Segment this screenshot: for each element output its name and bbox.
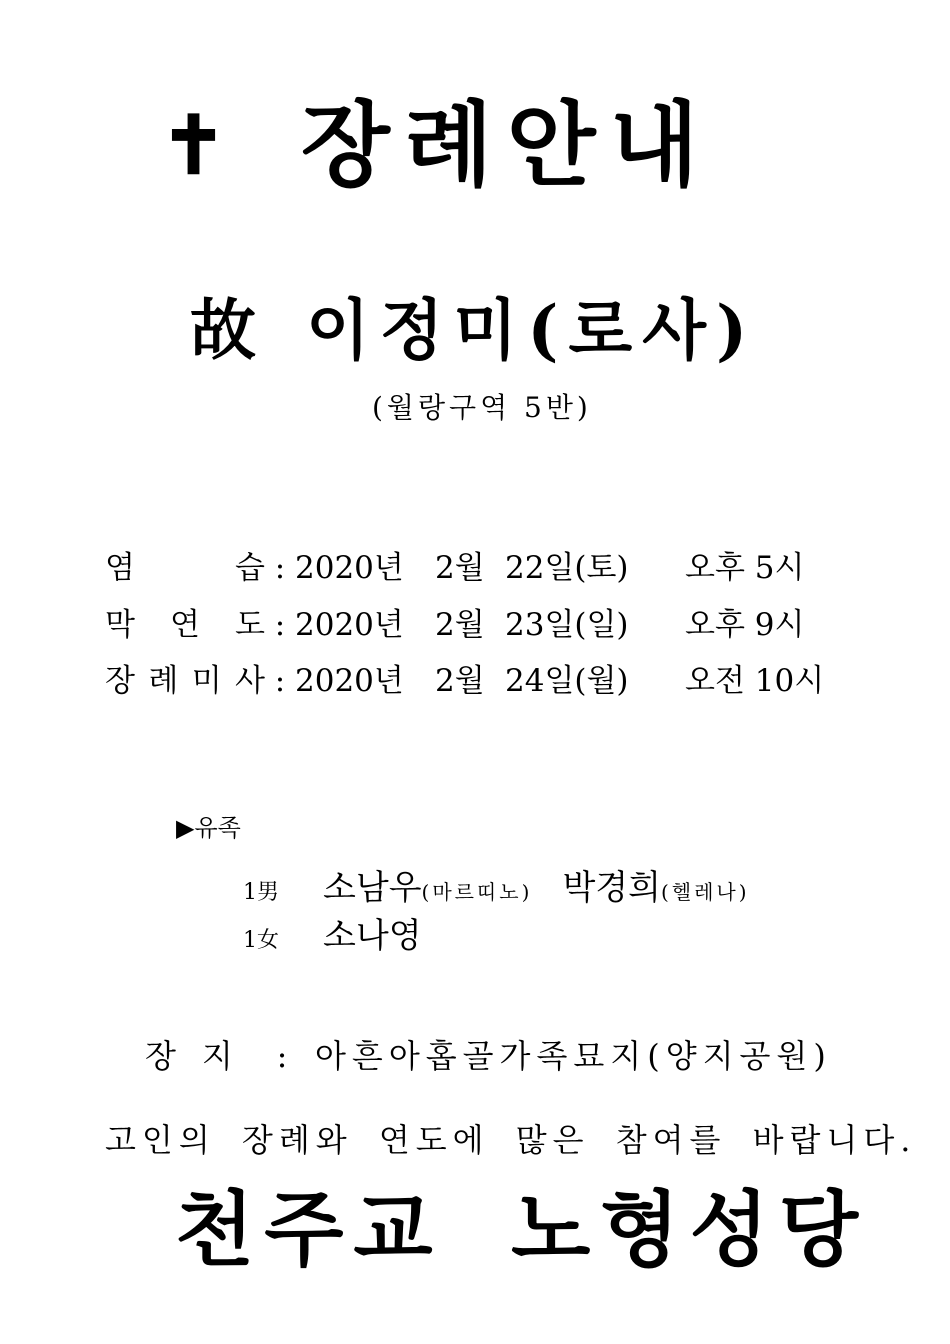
schedule-day: 23일(일): [505, 607, 629, 643]
church-name: 천주교 노형성당: [175, 1182, 869, 1278]
burial-location: 아흔아홉골가족묘지(양지공원): [315, 1037, 832, 1075]
deceased-prefix: 故: [190, 291, 266, 369]
schedule-time: 오후 9시: [685, 607, 805, 643]
family-baptismal-name: (마르띠노): [421, 880, 533, 904]
schedule-year: 2020년: [295, 550, 404, 586]
title-text: 장례안내: [301, 91, 713, 199]
schedule-row: [105, 605, 804, 645]
colon: :: [274, 663, 286, 699]
schedule-label: 장 례 미 사: [105, 663, 265, 699]
deceased-name-text: 이정미(로사): [306, 291, 758, 369]
family-spouse-baptismal-name: (헬레나): [660, 880, 750, 904]
schedule-day: 24일(월): [505, 663, 629, 699]
family-spouse-name: 박경희: [562, 868, 661, 908]
schedule-label: 막 연 도: [105, 607, 265, 643]
schedule-month: 2월: [435, 607, 485, 643]
schedule-month: 2월: [435, 663, 485, 699]
family-heading: ▶유족: [176, 814, 241, 842]
family-member: [243, 866, 750, 915]
schedule-row: [105, 661, 824, 701]
closing-message: 고인의 장례와 연도에 많은 참여를 바랍니다.: [105, 1121, 917, 1159]
page-title: [160, 85, 713, 205]
schedule-label: 염 습: [105, 550, 265, 586]
schedule-year: 2020년: [295, 607, 404, 643]
schedule-month: 2월: [435, 550, 485, 586]
deceased-district: (월랑구역 5반): [372, 391, 592, 424]
family-name: 소남우: [323, 868, 422, 908]
schedule-time: 오전 10시: [685, 663, 825, 699]
family-name: 소나영: [323, 916, 422, 956]
deceased-name: [190, 290, 757, 370]
schedule-year: 2020년: [295, 663, 404, 699]
burial-label: 장지: [145, 1037, 259, 1075]
schedule-day: 22일(토): [505, 550, 629, 586]
schedule-row: [105, 548, 804, 588]
colon: :: [274, 550, 286, 586]
schedule-time: 오후 5시: [685, 550, 805, 586]
family-member: [243, 914, 422, 963]
cross-icon: ✝: [160, 98, 242, 192]
family-relation: 1女: [243, 928, 279, 953]
colon: :: [276, 1037, 294, 1075]
family-relation: 1男: [243, 880, 279, 905]
colon: :: [274, 607, 286, 643]
burial-place: [145, 1034, 832, 1078]
